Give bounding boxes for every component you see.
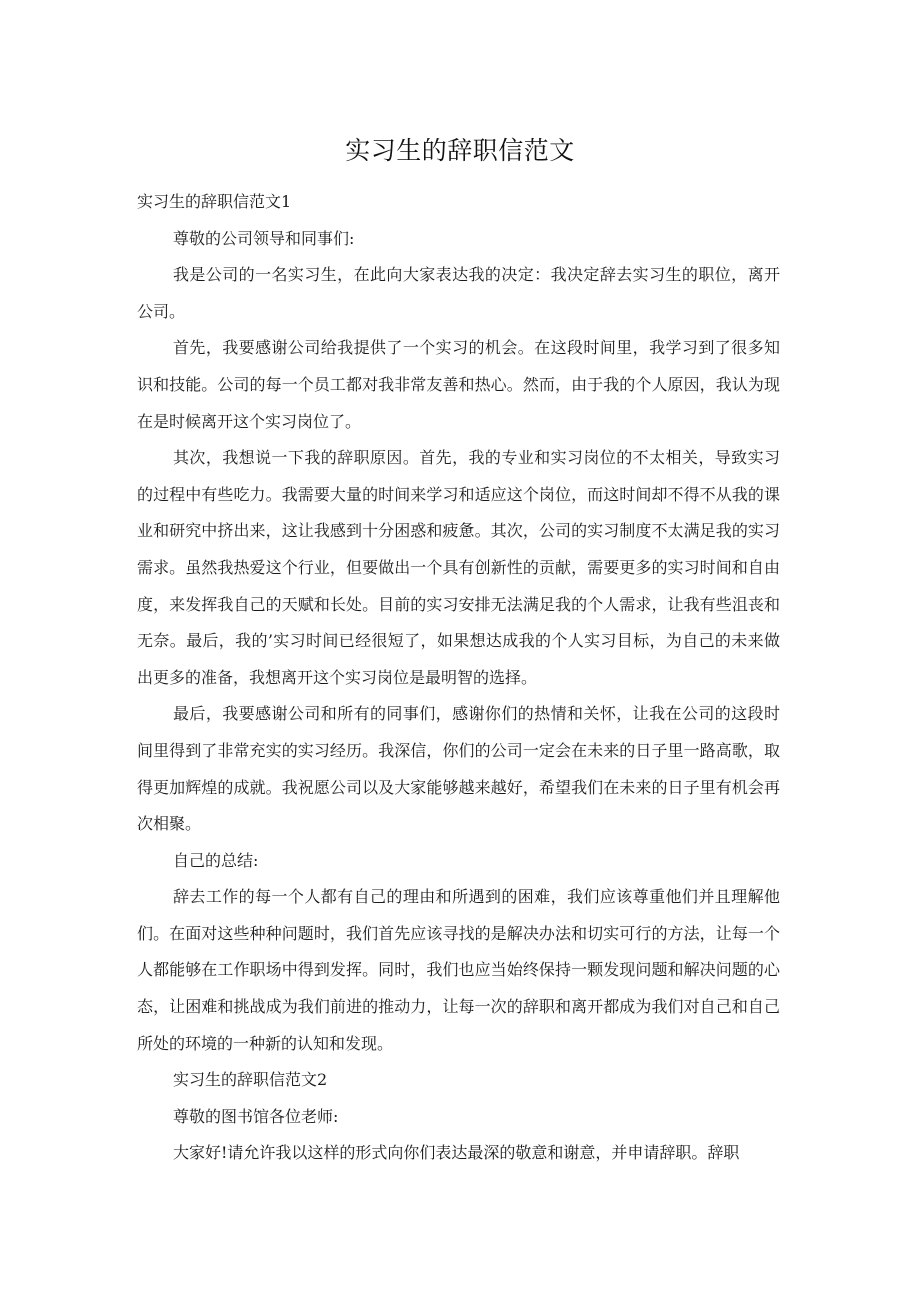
document-body [137, 184, 780, 1172]
paragraph-6: 大家好!请允许我以这样的形式向你们表达最深的敬意和谢意，并申请辞职。辞职 [173, 1143, 740, 1163]
section-1-heading: 实习生的辞职信范文1 [137, 192, 292, 211]
section-2-heading: 实习生的辞职信范文2 [173, 1070, 328, 1090]
summary-label: 自己的总结: [173, 850, 259, 870]
paragraph-2: 首先，我要感谢公司给我提供了一个实习的机会。在这段时间里，我学习到了很多知识和技能。公司的每一个员工都对我非常友善和热心。然而，由于我的个人原因，我认为现在是时候离开这个实习岗位了。 [137, 338, 780, 431]
paragraph-3: 其次，我想说一下我的辞职原因。首先，我的专业和实习岗位的不太相关，导致实习的过程中有些吃力。我需要大量的时间来学习和适应这个岗位，而这时间却不得不从我的课业和研究中挤出来，这让我感到十分困惑和疲惫。其次，公司的实习制度不太满足我的实习需求。虽然我热爱这个行业，但要做出一个具有创新性的贡献，需要更多的实习时间和自由度，来发挥我自己的天赋和长处。目前的实习安排无法满足我的个人需求，让我有些沮丧和无奈。最后，我的’实习时间已经很短了，如果想达成我的个人实习目标，为自己的未来做出更多的准备，我想离开这个实习岗位是最明智的选择。 [137, 448, 780, 687]
document-title: 实习生的辞职信范文 [345, 136, 575, 165]
greeting-2: 尊敬的图书馆各位老师: [173, 1106, 339, 1126]
paragraph-1: 我是公司的一名实习生，在此向大家表达我的决定：我决定辞去实习生的职位，离开公司。 [137, 265, 780, 321]
greeting-1: 尊敬的公司领导和同事们: [173, 228, 355, 248]
paragraph-4: 最后，我要感谢公司和所有的同事们，感谢你们的热情和关怀，让我在公司的这段时间里得到了非常充实的实习经历。我深信，你们的公司一定会在未来的日子里一路高歌，取得更加辉煌的成就。我祝愿公司以及大家能够越来越好，希望我们在未来的日子里有机会再次相聚。 [137, 704, 780, 834]
paragraph-5: 辞去工作的每一个人都有自己的理由和所遇到的困难，我们应该尊重他们并且理解他们。在面对这些种种问题时，我们首先应该寻找的是解决办法和切实可行的方法，让每一个人都能够在工作职场中得到发挥。同时，我们也应当始终保持一颗发现问题和解决问题的心态，让困难和挑战成为我们前进的推动力，让每一次的辞职和离开都成为我们对自己和自己所处的环境的一种新的认知和发现。 [137, 887, 780, 1053]
